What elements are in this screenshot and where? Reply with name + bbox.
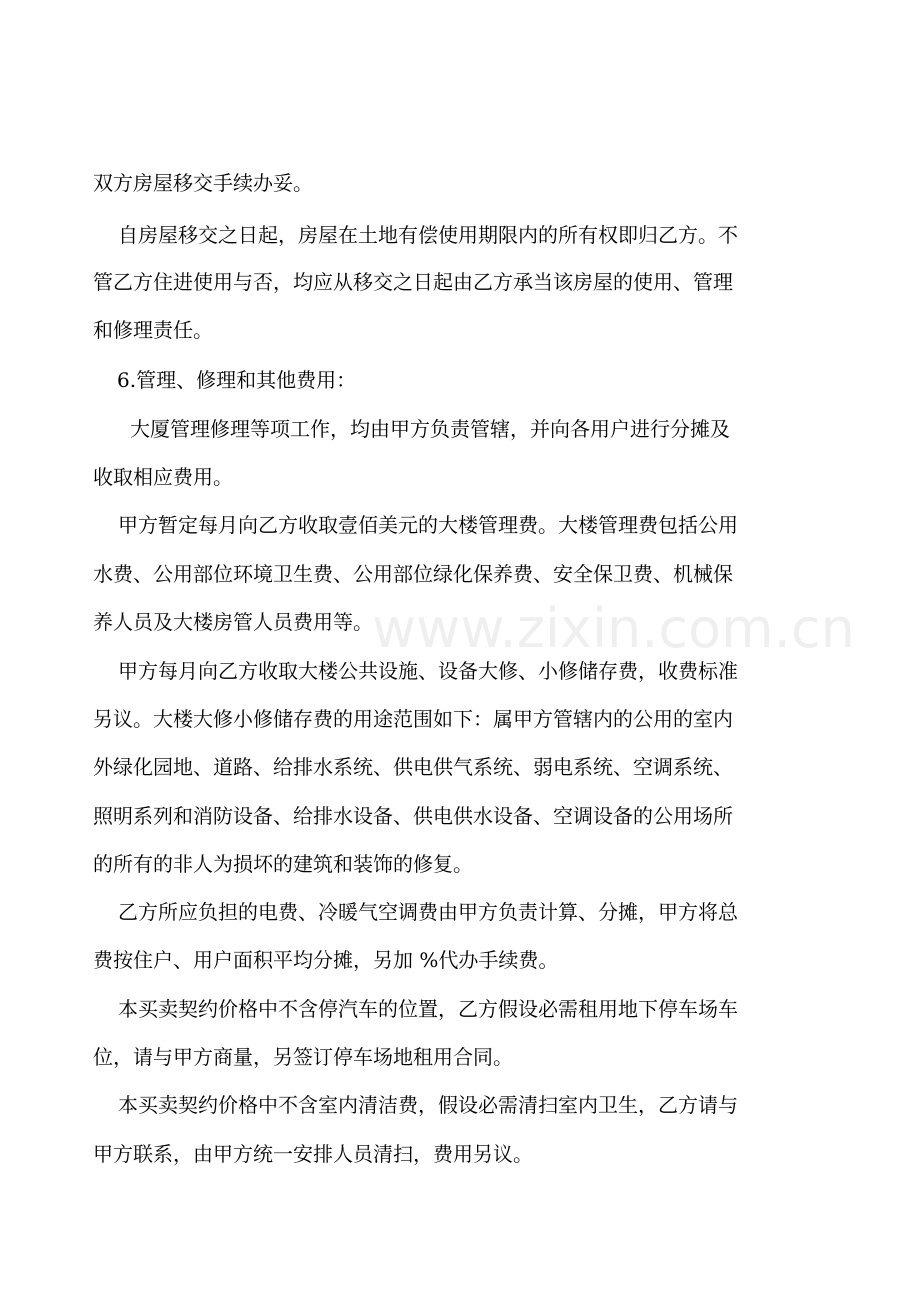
text-line: 甲方暂定每月向乙方收取壹佰美元的大楼管理费。大楼管理费包括公用 — [118, 513, 738, 537]
text-line: 的所有的非人为损坏的建筑和装饰的修复。 — [93, 852, 473, 876]
text-line: 自房屋移交之日起，房屋在土地有偿使用期限内的所有权即归乙方。不 — [118, 223, 738, 247]
text-line: 水费、公用部位环境卫生费、公用部位绿化保养费、安全保卫费、机械保 — [93, 562, 733, 586]
text-line: 乙方所应负担的电费、冷暖气空调费由甲方负责计算、分摊，甲方将总 — [118, 900, 738, 924]
text-line: 费按住户、用户面积平均分摊，另加 %代办手续费。 — [93, 948, 559, 972]
text-line: 甲方联系，由甲方统一安排人员清扫，费用另议。 — [93, 1142, 533, 1166]
text-line: 收取相应费用。 — [93, 465, 233, 489]
section-heading: 6.管理、修理和其他费用： — [117, 368, 357, 392]
text-line: 照明系列和消防设备、给排水设备、供电供水设备、空调设备的公用场所 — [93, 804, 733, 828]
watermark-text: www.zixin.com.cn — [372, 597, 855, 660]
text-line: 管乙方住进使用与否，均应从移交之日起由乙方承当该房屋的使用、管理 — [93, 270, 733, 294]
text-line: 外绿化园地、道路、给排水系统、供电供气系统、弱电系统、空调系统、 — [93, 755, 733, 779]
text-line: 甲方每月向乙方收取大楼公共设施、设备大修、小修储存费，收费标准 — [118, 659, 738, 683]
text-line: 养人员及大楼房管人员费用等。 — [93, 610, 373, 634]
text-line: 大厦管理修理等项工作，均由甲方负责管辖，并向各用户进行分摊及 — [130, 417, 730, 441]
text-line: 另议。大楼大修小修储存费的用途范围如下：属甲方管辖内的公用的室内 — [93, 707, 733, 731]
text-line: 位，请与甲方商量，另签订停车场地租用合同。 — [93, 1045, 513, 1069]
text-line: 双方房屋移交手续办妥。 — [93, 171, 313, 195]
text-line: 本买卖契约价格中不含室内清洁费，假设必需清扫室内卫生，乙方请与 — [118, 1093, 738, 1117]
text-line: 和修理责任。 — [93, 318, 213, 342]
text-line: 本买卖契约价格中不含停汽车的位置，乙方假设必需租用地下停车场车 — [118, 997, 738, 1021]
